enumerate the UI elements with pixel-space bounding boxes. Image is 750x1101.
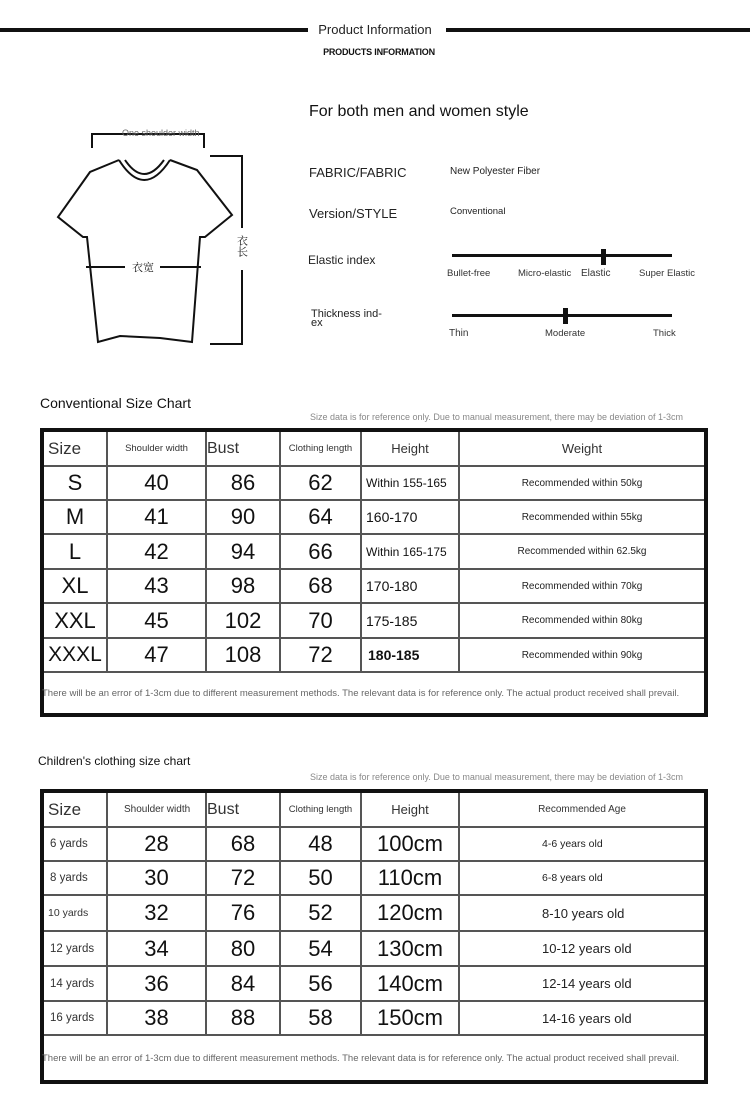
header-recommended-age: Recommended Age — [538, 804, 626, 815]
conventional-chart-top-note: Size data is for reference only. Due to manual measurement, there may be deviation of 1-3cm — [310, 412, 684, 422]
cell-length: 62 — [281, 467, 362, 499]
header-weight: Weight — [561, 441, 603, 456]
cell-shoulder: 28 — [108, 828, 207, 860]
version-value: Conventional — [450, 206, 506, 217]
table-row — [44, 501, 704, 535]
cell-height: Within 165-175 — [362, 535, 460, 568]
cell-bust: 76 — [207, 896, 281, 930]
elastic-tick-micro-elastic: Micro-elastic — [518, 268, 572, 279]
cell-height: 175-185 — [362, 604, 460, 637]
children-chart-title: Children's clothing size chart — [38, 754, 191, 768]
cell-size: S — [44, 467, 108, 499]
cell-shoulder: 43 — [108, 570, 207, 602]
cell-length: 68 — [281, 570, 362, 602]
thickness-scale-track — [452, 314, 672, 317]
cell-shoulder: 47 — [108, 639, 207, 671]
header-height: Height — [362, 793, 460, 826]
shoulder-width-label: One shoulder width — [122, 128, 200, 138]
page-subtitle: PRODUCTS INFORMATION — [323, 47, 435, 57]
cell-length: 48 — [281, 828, 362, 860]
thickness-index-label: Thickness ind- ex — [311, 308, 382, 329]
cell-length: 72 — [281, 639, 362, 671]
cell-weight: Recommended within 90kg — [521, 649, 643, 661]
cell-bust: 72 — [207, 862, 281, 894]
elastic-scale-track — [452, 254, 672, 257]
cell-length: 56 — [281, 967, 362, 1000]
cell-height: 120cm — [362, 896, 460, 930]
cell-length: 58 — [281, 1002, 362, 1034]
cell-weight: Recommended within 70kg — [521, 580, 643, 592]
cell-height: 100cm — [362, 828, 460, 860]
version-label: Version/STYLE — [309, 206, 398, 221]
table-row — [44, 535, 704, 570]
cell-length: 52 — [281, 896, 362, 930]
conventional-size-table — [40, 428, 708, 717]
cell-bust: 88 — [207, 1002, 281, 1034]
cell-length: 54 — [281, 932, 362, 965]
cell-bust: 102 — [207, 604, 281, 637]
elastic-tick-super-elastic: Super Elastic — [639, 268, 695, 279]
cell-length: 50 — [281, 862, 362, 894]
cell-bust: 80 — [207, 932, 281, 965]
elastic-tick-elastic: Elastic — [581, 268, 611, 279]
cell-height: 130cm — [362, 932, 460, 965]
children-chart-bottom-note: There will be an error of 1-3cm due to different measurement methods. The relevant data is for reference only. The actual product received shall prevail. — [42, 1052, 680, 1064]
cell-bust: 94 — [207, 535, 281, 568]
children-size-table — [40, 789, 708, 1084]
cell-height: 140cm — [362, 967, 460, 1000]
table-row — [44, 896, 704, 932]
cell-weight: Recommended within 50kg — [521, 477, 643, 489]
cell-bust: 86 — [207, 467, 281, 499]
cell-shoulder: 45 — [108, 604, 207, 637]
table-row — [44, 828, 704, 862]
table-header-row — [44, 793, 704, 828]
header-bust: Bust — [207, 793, 281, 826]
cell-age: 4-6 years old — [542, 838, 603, 850]
header-shoulder-width: Shoulder width — [108, 432, 207, 465]
cell-bust: 90 — [207, 501, 281, 533]
cell-height: 170-180 — [362, 570, 460, 602]
cell-height: 110cm — [362, 862, 460, 894]
cell-weight: Recommended within 62.5kg — [517, 546, 647, 557]
cell-size: 6 yards — [44, 828, 108, 860]
thickness-tick-thin: Thin — [449, 328, 469, 339]
cell-length: 66 — [281, 535, 362, 568]
cell-bust: 98 — [207, 570, 281, 602]
header-height: Height — [362, 432, 460, 465]
elastic-scale-marker — [601, 249, 606, 265]
children-chart-top-note: Size data is for reference only. Due to manual measurement, there may be deviation of 1-3cm — [310, 772, 684, 782]
cell-length: 64 — [281, 501, 362, 533]
cell-length: 70 — [281, 604, 362, 637]
table-row — [44, 467, 704, 501]
cell-age: 6-8 years old — [542, 872, 603, 884]
table-header-row — [44, 432, 704, 467]
thickness-tick-thick: Thick — [653, 328, 676, 339]
elastic-tick-bullet-free: Bullet-free — [447, 268, 491, 279]
cell-age: 14-16 years old — [542, 1010, 632, 1026]
table-row — [44, 1002, 704, 1036]
cell-shoulder: 34 — [108, 932, 207, 965]
fabric-value: New Polyester Fiber — [450, 166, 541, 177]
table-row — [44, 570, 704, 604]
cell-height: 150cm — [362, 1002, 460, 1034]
cell-height: 180-185 — [362, 639, 460, 671]
thickness-tick-moderate: Moderate — [545, 328, 586, 339]
header-size: Size — [44, 793, 108, 826]
header-clothing-length: Clothing length — [281, 793, 362, 826]
cell-shoulder: 41 — [108, 501, 207, 533]
table-row — [44, 862, 704, 896]
header-shoulder-width: Shoulder width — [108, 793, 207, 826]
cell-age: 12-14 years old — [542, 976, 632, 991]
cell-bust: 108 — [207, 639, 281, 671]
cell-size: M — [44, 501, 108, 533]
table-row — [44, 604, 704, 639]
chest-width-label: 衣宽 — [132, 261, 154, 274]
conventional-chart-bottom-note: There will be an error of 1-3cm due to different measurement methods. The relevant data is for reference only. The actual product received shall prevail. — [42, 687, 680, 699]
table-row — [44, 639, 704, 673]
cell-height: Within 155-165 — [362, 467, 460, 499]
cell-size: 12 yards — [44, 932, 108, 965]
cell-size: XXL — [44, 604, 108, 637]
cell-size: XL — [44, 570, 108, 602]
cell-size: 16 yards — [44, 1002, 108, 1034]
cell-shoulder: 38 — [108, 1002, 207, 1034]
cell-size: 14 yards — [44, 967, 108, 1000]
style-title: For both men and women style — [309, 103, 529, 120]
svg-text:衣长: 衣长 — [235, 235, 249, 257]
cell-weight: Recommended within 80kg — [521, 615, 643, 626]
cell-shoulder: 40 — [108, 467, 207, 499]
cell-bust: 84 — [207, 967, 281, 1000]
cell-shoulder: 36 — [108, 967, 207, 1000]
cell-weight: Recommended within 55kg — [521, 511, 643, 523]
header-clothing-length: Clothing length — [281, 432, 362, 465]
cell-height: 160-170 — [362, 501, 460, 533]
page-title: Product Information — [318, 22, 432, 37]
conventional-chart-title: Conventional Size Chart — [40, 395, 191, 411]
cell-age: 10-12 years old — [542, 941, 632, 956]
header-bust: Bust — [207, 432, 281, 465]
elastic-index-label: Elastic index — [308, 253, 376, 267]
cell-shoulder: 30 — [108, 862, 207, 894]
cell-size: 10 yards — [44, 896, 108, 930]
header-size: Size — [44, 432, 108, 465]
cell-shoulder: 32 — [108, 896, 207, 930]
tshirt-diagram-icon — [40, 120, 280, 360]
cell-size: XXXL — [44, 639, 108, 671]
cell-size: L — [44, 535, 108, 568]
cell-bust: 68 — [207, 828, 281, 860]
cell-size: 8 yards — [44, 862, 108, 894]
cell-shoulder: 42 — [108, 535, 207, 568]
table-row — [44, 932, 704, 967]
cell-age: 8-10 years old — [542, 905, 625, 921]
table-row — [44, 967, 704, 1002]
fabric-label: FABRIC/FABRIC — [309, 165, 407, 180]
thickness-scale-marker — [563, 308, 568, 324]
